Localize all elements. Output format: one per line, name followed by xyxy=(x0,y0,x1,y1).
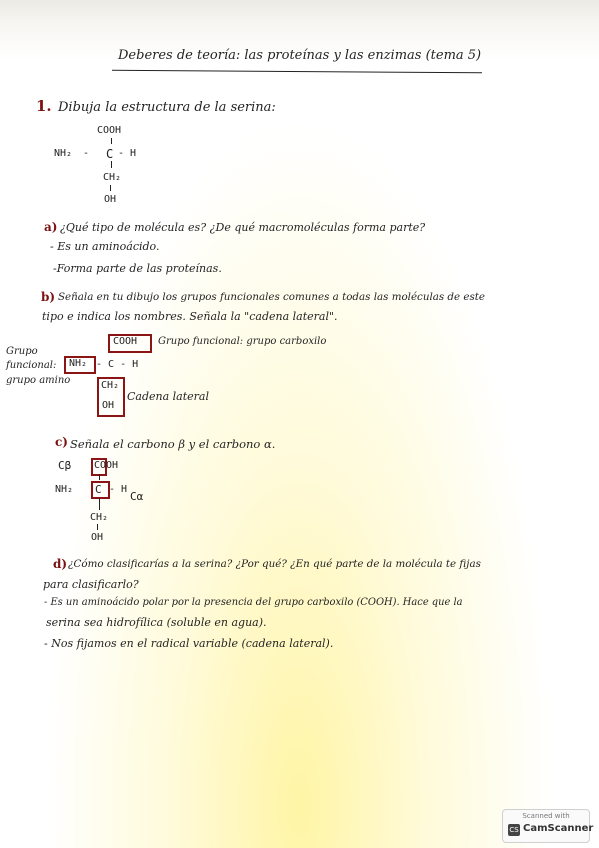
b-oh: OH xyxy=(102,400,115,411)
question-1-number: 1. xyxy=(36,97,52,115)
camscanner-logo-icon: CS xyxy=(509,826,519,834)
c-bond-top xyxy=(99,474,100,480)
page-title: Deberes de teoría: las proteínas y las enzimas (tema 5) xyxy=(118,48,482,63)
c-cooh: COOH xyxy=(94,460,119,471)
serine-bond-top xyxy=(111,138,112,144)
question-d-letter: d) xyxy=(53,557,68,571)
c-h: - H xyxy=(109,484,128,495)
c-nh2: NH₂ xyxy=(55,484,74,495)
side-chain-label: Cadena lateral xyxy=(127,390,210,403)
question-1-prompt: Dibuja la estructura de la serina: xyxy=(58,100,276,115)
c-bond-oh xyxy=(97,524,98,530)
question-c-letter: c) xyxy=(55,435,68,449)
question-a-answer-2: -Forma parte de las proteínas. xyxy=(53,262,222,275)
c-bond-bottom xyxy=(99,498,100,510)
question-d-prompt-2: para clasificarlo? xyxy=(43,578,139,591)
serine-bond-bottom xyxy=(111,161,112,168)
question-a-prompt: ¿Qué tipo de molécula es? ¿De qué macromoléculas forma parte? xyxy=(60,221,426,234)
scanned-with-text: Scanned with xyxy=(522,812,570,820)
b-nh2: NH₂ xyxy=(69,358,88,369)
serine-oh: OH xyxy=(104,194,117,205)
question-a-label xyxy=(44,220,57,234)
camscanner-watermark xyxy=(502,809,594,843)
serine-ch2: CH₂ xyxy=(103,172,122,183)
serine-dash: - xyxy=(83,148,90,159)
question-b-letter: b) xyxy=(41,290,56,304)
question-d-answer-1: - Es un aminoácido polar por la presencia del grupo carboxilo (COOH). Hace que la xyxy=(44,597,463,608)
question-b-prompt-2: tipo e indica los nombres. Señala la "cadena lateral". xyxy=(42,310,338,323)
b-cooh: COOH xyxy=(113,336,138,347)
question-b-label-wrap xyxy=(41,290,55,304)
b-c-h: - C - H xyxy=(96,359,139,370)
serine-nh2: NH₂ xyxy=(54,148,73,159)
serine-alpha-carbon: C xyxy=(106,147,114,161)
amino-label-3: grupo amino xyxy=(6,375,71,386)
c-oh: OH xyxy=(91,532,104,543)
serine-cooh: COOH xyxy=(97,125,122,136)
title-underline xyxy=(112,70,482,74)
question-c-label-wrap xyxy=(55,435,68,449)
serine-bond-oh xyxy=(110,185,111,191)
question-d-prompt-1: ¿Cómo clasificarías a la serina? ¿Por qué? ¿En qué parte de la molécula te fijas xyxy=(68,558,481,570)
question-d-answer-3: - Nos fijamos en el radical variable (cadena lateral). xyxy=(44,637,334,650)
c-ch2: CH₂ xyxy=(90,512,109,523)
question-c-prompt: Señala el carbono β y el carbono α. xyxy=(70,437,276,451)
question-a-answer-1: - Es un aminoácido. xyxy=(50,240,160,253)
question-d-answer-2: serina sea hidrofílica (soluble en agua). xyxy=(46,616,267,629)
c-alpha-carbon: C xyxy=(95,483,102,496)
serine-h: - H xyxy=(118,148,137,159)
carboxyl-label: Grupo funcional: grupo carboxilo xyxy=(158,336,327,347)
question-a-letter: a) xyxy=(44,220,58,234)
camscanner-brand: CamScanner xyxy=(523,823,594,834)
c-beta-label: Cβ xyxy=(58,459,72,472)
question-b-prompt-1: Señala en tu dibujo los grupos funcionales comunes a todas las moléculas de este xyxy=(58,291,486,303)
question-d-label-wrap xyxy=(53,557,67,571)
b-ch2: CH₂ xyxy=(101,380,120,391)
amino-label-1: Grupo xyxy=(6,346,38,357)
amino-label-2: funcional: xyxy=(6,360,57,371)
c-alpha-label: Cα xyxy=(130,490,144,503)
